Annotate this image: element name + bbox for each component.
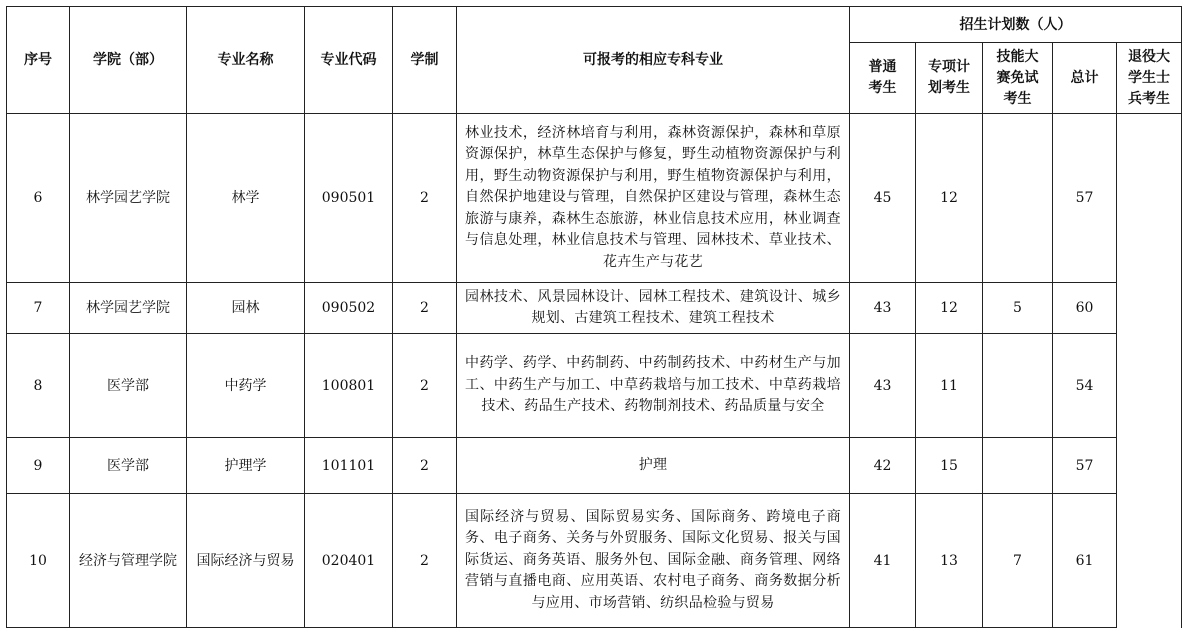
row-total: 57 <box>1053 438 1117 494</box>
table-row <box>7 438 1182 494</box>
row-total: 54 <box>1053 334 1117 438</box>
veteran-column-cell <box>1117 114 1182 628</box>
header-code: 专业代码 <box>305 7 393 114</box>
row-college: 林学园艺学院 <box>70 114 187 283</box>
row-code: 020401 <box>305 494 393 628</box>
row-total: 60 <box>1053 283 1117 334</box>
row-skills: 5 <box>983 283 1053 334</box>
row-special: 12 <box>916 283 983 334</box>
row-related-majors: 护理 <box>457 438 850 494</box>
row-total: 57 <box>1053 114 1117 283</box>
row-code: 100801 <box>305 334 393 438</box>
row-college: 医学部 <box>70 438 187 494</box>
row-index: 8 <box>7 334 70 438</box>
row-related-majors: 国际经济与贸易、国际贸易实务、国际商务、跨境电子商务、电子商务、关务与外贸服务、国际文化贸易、报关与国际货运、商务英语、服务外包、国际金融、商务管理、网络营销与直播电商、应用英语、农村电子商务、商务数据分析与应用、市场营销、纺织品检验与贸易 <box>457 494 850 628</box>
row-code: 090502 <box>305 283 393 334</box>
row-special: 15 <box>916 438 983 494</box>
row-special: 12 <box>916 114 983 283</box>
header-index: 序号 <box>7 7 70 114</box>
row-regular: 43 <box>850 283 916 334</box>
row-skills <box>983 334 1053 438</box>
header-duration: 学制 <box>393 7 457 114</box>
header-related-majors: 可报考的相应专科专业 <box>457 7 850 114</box>
header-skills: 技能大赛免试考生 <box>983 43 1053 114</box>
row-index: 7 <box>7 283 70 334</box>
row-index: 10 <box>7 494 70 628</box>
row-skills: 7 <box>983 494 1053 628</box>
header-major: 专业名称 <box>187 7 305 114</box>
row-major: 护理学 <box>187 438 305 494</box>
row-major: 国际经济与贸易 <box>187 494 305 628</box>
table-row <box>7 334 1182 438</box>
row-major: 林学 <box>187 114 305 283</box>
row-duration: 2 <box>393 438 457 494</box>
row-related-majors: 中药学、药学、中药制药、中药制药技术、中药材生产与加工、中药生产与加工、中草药栽培与加工技术、中草药栽培技术、药品生产技术、药物制剂技术、药品质量与安全 <box>457 334 850 438</box>
row-college: 医学部 <box>70 334 187 438</box>
row-index: 9 <box>7 438 70 494</box>
row-regular: 41 <box>850 494 916 628</box>
header-veteran: 退役大学生士兵考生 <box>1117 43 1182 114</box>
row-regular: 45 <box>850 114 916 283</box>
row-college: 林学园艺学院 <box>70 283 187 334</box>
table-row <box>7 494 1182 628</box>
header-college: 学院（部） <box>70 7 187 114</box>
table-row <box>7 114 1182 283</box>
row-skills <box>983 438 1053 494</box>
enrollment-plan-table <box>6 6 1182 628</box>
row-special: 11 <box>916 334 983 438</box>
header-total: 总计 <box>1053 43 1117 114</box>
row-code: 101101 <box>305 438 393 494</box>
row-related-majors: 园林技术、风景园林设计、园林工程技术、建筑设计、城乡规划、古建筑工程技术、建筑工程技术 <box>457 283 850 334</box>
row-duration: 2 <box>393 334 457 438</box>
row-total: 61 <box>1053 494 1117 628</box>
row-regular: 42 <box>850 438 916 494</box>
row-major: 中药学 <box>187 334 305 438</box>
row-special: 13 <box>916 494 983 628</box>
row-duration: 2 <box>393 283 457 334</box>
header-regular: 普通考生 <box>850 43 916 114</box>
row-regular: 43 <box>850 334 916 438</box>
row-college: 经济与管理学院 <box>70 494 187 628</box>
row-major: 园林 <box>187 283 305 334</box>
row-code: 090501 <box>305 114 393 283</box>
header-special: 专项计划考生 <box>916 43 983 114</box>
header-plan-group: 招生计划数（人） <box>850 7 1182 43</box>
row-duration: 2 <box>393 494 457 628</box>
row-skills <box>983 114 1053 283</box>
table-row <box>7 283 1182 334</box>
row-duration: 2 <box>393 114 457 283</box>
row-related-majors: 林业技术，经济林培育与利用，森林资源保护，森林和草原资源保护，林草生态保护与修复，野生动植物资源保护与利用，野生动物资源保护与利用，野生植物资源保护与利用，自然保护地建设与管理，自然保护区建设与管理，森林生态旅游与康养，森林生态旅游，林业信息技术应用，林业调查与信息处理，林业信息技术与管理、园林技术、草业技术、花卉生产与花艺 <box>457 114 850 283</box>
row-index: 6 <box>7 114 70 283</box>
